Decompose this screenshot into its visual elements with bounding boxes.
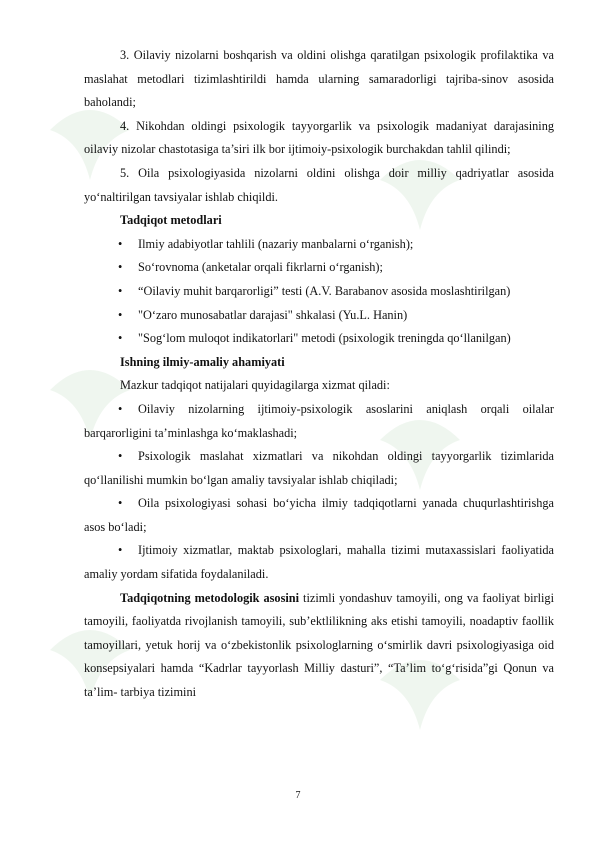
bullet-icon: • <box>118 449 123 464</box>
paragraph-3: 3. Oilaviy nizolarni boshqarish va oldini olishga qaratilgan psixologik profilaktika va maslahat metodlari tizimlashtirildi hamda ularning samaradorligi tajriba-sinov asosida baholandi; <box>84 48 554 110</box>
methods-list <box>84 233 554 351</box>
list-item: • Ilmiy adabiyotlar tahlili (nazariy manbalarni o‘rganish); <box>84 233 554 257</box>
methodology-lead: Tadqiqotning metodologik asosini <box>120 590 300 605</box>
list-item: • Oila psixologiyasi sohasi bo‘yicha ilmiy tadqiqotlarni yanada chuqurlashtirishga asos bo‘ladi; <box>84 492 554 539</box>
list-item: • Psixologik maslahat xizmatlari va nikohdan oldingi tayyorgarlik tizimlarida qo‘llanilishi mumkin bo‘lgan amaliy tavsiyalar ishlab chiqiladi; <box>84 445 554 492</box>
bullet-icon: • <box>118 260 123 275</box>
bullet-icon: • <box>118 543 123 558</box>
methodology-text: tizimli yondashuv tamoyili, ong va faoliyat birligi tamoyili, faoliyatda rivojlanish tamoyili, sub’ektlilikning aks etishi tamoyili, noadaptiv faollik tamoyillari, yetuk horij va o‘zbekistonlik psixologlarning o‘smirlik davri psixologiyasiga oid konsepsiyalari hamda “Kadrlar tayyorlash Milliy dasturi”, “Ta’lim to‘g‘risida”gi Qonun va ta’lim- tarbiya tizimini <box>84 590 554 700</box>
paragraph-4: 4. Nikohdan oldingi psixologik tayyorgarlik va psixologik madaniyat darajasining oilaviy nizolar chastotasiga ta’siri ilk bor ijtimoiy-psixologik burchakdan tahlil qilindi; <box>84 118 554 157</box>
paragraph-5: 5. Oila psixologiyasida nizolarni oldini olishga doir milliy qadriyatlar asosida yo‘naltirilgan tavsiyalar ishlab chiqildi. <box>84 165 554 204</box>
document-page <box>84 44 554 705</box>
bullet-icon: • <box>118 331 123 346</box>
bullet-icon: • <box>118 307 123 322</box>
significance-heading: Ishning ilmiy-amaliy ahamiyati <box>120 354 285 369</box>
significance-list <box>84 398 554 587</box>
bullet-icon: • <box>118 401 123 416</box>
list-item: • "Sog‘lom muloqot indikatorlari" metodi (psixologik treningda qo‘llanilgan) <box>84 327 554 351</box>
methodology-paragraph <box>84 587 554 705</box>
list-item: • “Oilaviy muhit barqarorligi” testi (A.V. Barabanov asosida moslashtirilgan) <box>84 280 554 304</box>
methods-heading: Tadqiqot metodlari <box>120 213 222 228</box>
bullet-icon: • <box>118 236 123 251</box>
list-item: • "O‘zaro munosabatlar darajasi" shkalasi (Yu.L. Hanin) <box>84 304 554 328</box>
list-item: • Oilaviy nizolarning ijtimoiy-psixologik asoslarini aniqlash orqali oilalar barqarorligini ta’minlashga ko‘maklashadi; <box>84 398 554 445</box>
bullet-icon: • <box>118 496 123 511</box>
list-item: • So‘rovnoma (anketalar orqali fikrlarni o‘rganish); <box>84 256 554 280</box>
bullet-icon: • <box>118 283 123 298</box>
page-number: 7 <box>295 790 301 801</box>
significance-intro: Mazkur tadqiqot natijalari quyidagilarga xizmat qiladi: <box>120 378 390 393</box>
list-item: • Ijtimoiy xizmatlar, maktab psixologlari, mahalla tizimi mutaxassislari faoliyatida amaliy yordam sifatida foydalaniladi. <box>84 539 554 586</box>
